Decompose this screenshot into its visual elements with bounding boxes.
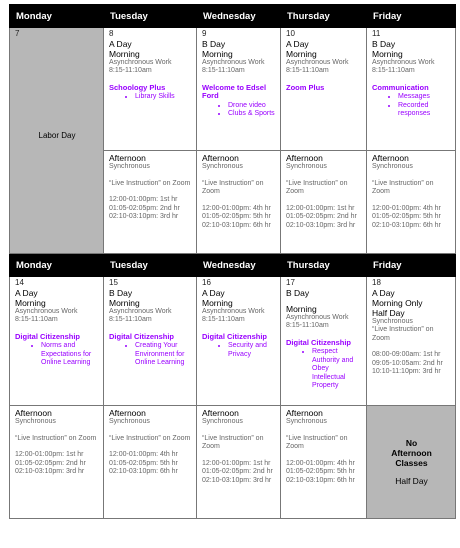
- time-label: 8:15-11:10am: [286, 67, 329, 74]
- mode-label: Synchronous: [372, 163, 413, 170]
- afternoon-title: Afternoon: [109, 153, 146, 163]
- session-label: Morning: [286, 48, 317, 59]
- period-line: 09:05-10:05am: 2nd hr: [372, 359, 443, 367]
- mode-label: Synchronous: [109, 163, 150, 170]
- afternoon-title: Afternoon: [202, 153, 239, 163]
- week1-header-row: [10, 5, 456, 28]
- afternoon-title: Afternoon: [109, 408, 146, 418]
- no-classes-line3: Classes: [395, 458, 428, 468]
- period-line: 01:05-02:05pm: 5th hr: [202, 213, 271, 220]
- cell-no-afternoon-classes: [367, 406, 456, 519]
- period-line: 12:00-01:00pm: 4th hr: [372, 204, 441, 212]
- cell-week2-wed-morning: [197, 277, 281, 406]
- mode-label: Synchronous: [202, 163, 243, 170]
- date-number: 14: [15, 278, 24, 287]
- course-items: [372, 93, 451, 119]
- header-tuesday: Tuesday: [104, 5, 197, 28]
- header-friday: Friday: [367, 5, 456, 28]
- live-note: “Live Instruction” on Zoom: [202, 434, 264, 450]
- date-number: 17: [286, 278, 295, 287]
- mode-label: Synchronous: [286, 418, 327, 425]
- course-item: • Drone video: [228, 102, 276, 111]
- cell-week2-wed-afternoon: [197, 406, 281, 519]
- period-line: 02:10-03:10pm: 3rd hr: [202, 476, 272, 484]
- course-title: Digital Citizenship: [15, 331, 81, 341]
- date-number: 9: [202, 29, 207, 38]
- period-line: 02:10-03:10pm: 3rd hr: [286, 221, 356, 229]
- cell-week1-thu-afternoon: [281, 151, 367, 254]
- course-item: • Respect Authority and Obey Intellectual Property: [312, 348, 362, 391]
- time-label: 8:15-11:10am: [15, 316, 58, 323]
- holiday-label: Labor Day: [38, 130, 76, 140]
- mode-label: Asynchronous Work: [286, 313, 349, 321]
- header-monday: Monday: [10, 5, 104, 28]
- time-label: 8:15-11:10am: [109, 67, 152, 74]
- date-number: 18: [372, 278, 381, 287]
- period-line: 12:00-01:00pm: 4th hr: [202, 204, 271, 212]
- no-classes-line2: Afternoon: [391, 448, 432, 458]
- period-line: 01:05-02:05pm: 2nd hr: [109, 204, 180, 212]
- live-note: “Live Instruction” on Zoom: [15, 434, 97, 442]
- course-item: • Library Skills: [135, 93, 192, 102]
- cell-labor-day: [10, 28, 104, 254]
- header-friday: Friday: [367, 254, 456, 277]
- live-note: “Live Instruction” on Zoom: [109, 179, 191, 187]
- session-label: Morning: [202, 297, 233, 308]
- period-line: 10:10-11:10pm: 3rd hr: [372, 368, 441, 375]
- half-day-label: Half Day: [395, 476, 428, 486]
- cell-week2-mon-afternoon: [10, 406, 104, 519]
- header-thursday: Thursday: [281, 5, 367, 28]
- course-items: [15, 342, 99, 368]
- course-items: [286, 348, 362, 391]
- course-title: Schoology Plus: [109, 82, 166, 92]
- day-type: A Day: [202, 287, 225, 298]
- week2-header-row: [10, 254, 456, 277]
- live-note: “Live Instruction” on Zoom: [286, 434, 348, 450]
- week2-afternoon-row: [10, 406, 456, 519]
- live-note: “Live Instruction” on Zoom: [372, 179, 434, 195]
- course-item: • Norms and Expectations for Online Learning: [41, 342, 99, 368]
- date-number: 11: [372, 29, 381, 38]
- mode-label: Asynchronous Work: [109, 58, 172, 66]
- period-line: 01:05-02:05pm: 2nd hr: [15, 459, 86, 467]
- session-label: Morning: [109, 297, 140, 308]
- course-items: [109, 93, 192, 102]
- date-number: 10: [286, 29, 295, 38]
- day-type: A Day: [372, 287, 395, 298]
- course-title: Digital Citizenship: [286, 337, 352, 347]
- session-label: Morning: [202, 48, 233, 59]
- mode-label: Synchronous: [202, 418, 243, 425]
- cell-week1-tue-morning: [104, 28, 197, 151]
- course-items: [202, 102, 276, 119]
- course-title: Digital Citizenship: [202, 331, 268, 341]
- session-label: Morning: [109, 48, 140, 59]
- cell-week1-fri-afternoon: [367, 151, 456, 254]
- live-note: “Live Instruction” on Zoom: [202, 179, 264, 195]
- course-title: Communication: [372, 82, 429, 92]
- mode-label: Asynchronous Work: [372, 58, 435, 66]
- period-line: 02:10-03:10pm: 6th hr: [372, 221, 441, 229]
- mode-label: Asynchronous Work: [202, 307, 265, 315]
- date-number: 8: [109, 29, 114, 38]
- date-number: 16: [202, 278, 211, 287]
- cell-week2-tue-afternoon: [104, 406, 197, 519]
- cell-week1-wed-afternoon: [197, 151, 281, 254]
- header-monday: Monday: [10, 254, 104, 277]
- day-type: B Day: [202, 38, 226, 49]
- half-day-label: Half Day: [372, 307, 405, 318]
- cell-week1-wed-morning: [197, 28, 281, 151]
- course-title: Welcome to Edsel Ford: [202, 82, 267, 100]
- session-label: Morning: [286, 303, 317, 314]
- course-title: Digital Citizenship: [109, 331, 175, 341]
- period-line: 02:10-03:10pm: 6th hr: [286, 476, 355, 484]
- period-line: 01:05-02:05pm: 5th hr: [109, 459, 178, 467]
- period-line: 02:10-03:10pm: 6th hr: [202, 221, 271, 229]
- time-label: 8:15-11:10am: [372, 67, 415, 74]
- afternoon-title: Afternoon: [372, 153, 409, 163]
- period-line: 01:05-02:05pm: 5th hr: [372, 213, 441, 220]
- period-line: 02:10-03:10pm: 6th hr: [109, 468, 178, 475]
- cell-week1-fri-morning: [367, 28, 456, 151]
- header-wednesday: Wednesday: [197, 254, 281, 277]
- mode-label: Asynchronous Work: [15, 307, 78, 315]
- no-classes-line1: No: [405, 438, 418, 448]
- header-wednesday: Wednesday: [197, 5, 281, 28]
- day-type: B Day: [286, 287, 310, 298]
- header-tuesday: Tuesday: [104, 254, 197, 277]
- period-line: 02:10-03:10pm: 3rd hr: [109, 213, 179, 220]
- time-label: 8:15-11:10am: [202, 316, 245, 323]
- course-items: [109, 342, 192, 368]
- period-line: 01:05-02:05pm: 2nd hr: [202, 468, 273, 475]
- course-title: Zoom Plus: [286, 82, 325, 92]
- period-line: 01:05-02:05pm: 2nd hr: [286, 213, 357, 220]
- session-label: Morning: [15, 297, 46, 308]
- period-line: 02:10-03:10pm: 3rd hr: [15, 468, 85, 475]
- period-line: 08:00-09:00am: 1st hr: [372, 351, 441, 358]
- live-note: “Live Instruction” on Zoom: [286, 179, 348, 195]
- cell-week2-mon-morning: [10, 277, 104, 406]
- afternoon-title: Afternoon: [286, 408, 323, 418]
- time-label: 8:15-11:10am: [202, 67, 245, 74]
- mode-label: Synchronous: [15, 418, 56, 425]
- afternoon-title: Afternoon: [286, 153, 323, 163]
- cell-week2-thu-afternoon: [281, 406, 367, 519]
- course-items: [202, 342, 276, 359]
- mode-label: Synchronous: [286, 163, 327, 170]
- period-line: 12:00-01:00pm: 1st hr: [202, 459, 271, 467]
- schedule-table: [9, 4, 456, 519]
- mode-label: Synchronous: [372, 317, 413, 325]
- day-type: A Day: [109, 38, 132, 49]
- cell-week2-fri-morning: [367, 277, 456, 406]
- day-type: B Day: [372, 38, 396, 49]
- schedule: [9, 4, 455, 519]
- course-item: • Creating Your Environment for Online Learning: [135, 342, 192, 368]
- date-number: 7: [15, 29, 20, 38]
- date-number: 15: [109, 278, 118, 287]
- mode-label: Synchronous: [109, 418, 150, 425]
- mode-label: Asynchronous Work: [202, 58, 265, 66]
- time-label: 8:15-11:10am: [109, 316, 152, 323]
- day-type: A Day: [286, 38, 309, 49]
- session-label: Morning: [372, 48, 403, 59]
- course-item: • Security and Privacy: [228, 342, 276, 359]
- week1-morning-row: [10, 28, 456, 151]
- period-line: 12:00-01:00pm: 4th hr: [109, 451, 178, 458]
- week2-morning-row: [10, 277, 456, 406]
- cell-week2-tue-morning: [104, 277, 197, 406]
- day-type: A Day: [15, 287, 38, 298]
- header-thursday: Thursday: [281, 254, 367, 277]
- cell-week1-thu-morning: [281, 28, 367, 151]
- course-item: • Recorded responses: [398, 102, 451, 119]
- mode-label: Asynchronous Work: [109, 307, 172, 315]
- period-line: 12:00-01:00pm: 1st hr: [109, 196, 178, 203]
- live-note: “Live Instruction” on Zoom: [109, 434, 191, 442]
- cell-week2-thu-morning: [281, 277, 367, 406]
- time-label: 8:15-11:10am: [286, 322, 329, 329]
- afternoon-title: Afternoon: [15, 408, 52, 418]
- mode-label: Asynchronous Work: [286, 58, 349, 66]
- afternoon-title: Afternoon: [202, 408, 239, 418]
- period-line: 01:05-02:05pm: 5th hr: [286, 468, 355, 475]
- live-note: “Live Instruction” on Zoom: [372, 326, 434, 342]
- period-line: 12:00-01:00pm: 1st hr: [286, 204, 355, 212]
- cell-week1-tue-afternoon: [104, 151, 197, 254]
- period-line: 12:00-01:00pm: 4th hr: [286, 459, 355, 467]
- course-item: • Clubs & Sports: [228, 110, 276, 119]
- session-label: Morning Only: [372, 297, 423, 308]
- course-item: • Messages: [398, 93, 451, 102]
- period-line: 12:00-01:00pm: 1st hr: [15, 451, 84, 458]
- day-type: B Day: [109, 287, 133, 298]
